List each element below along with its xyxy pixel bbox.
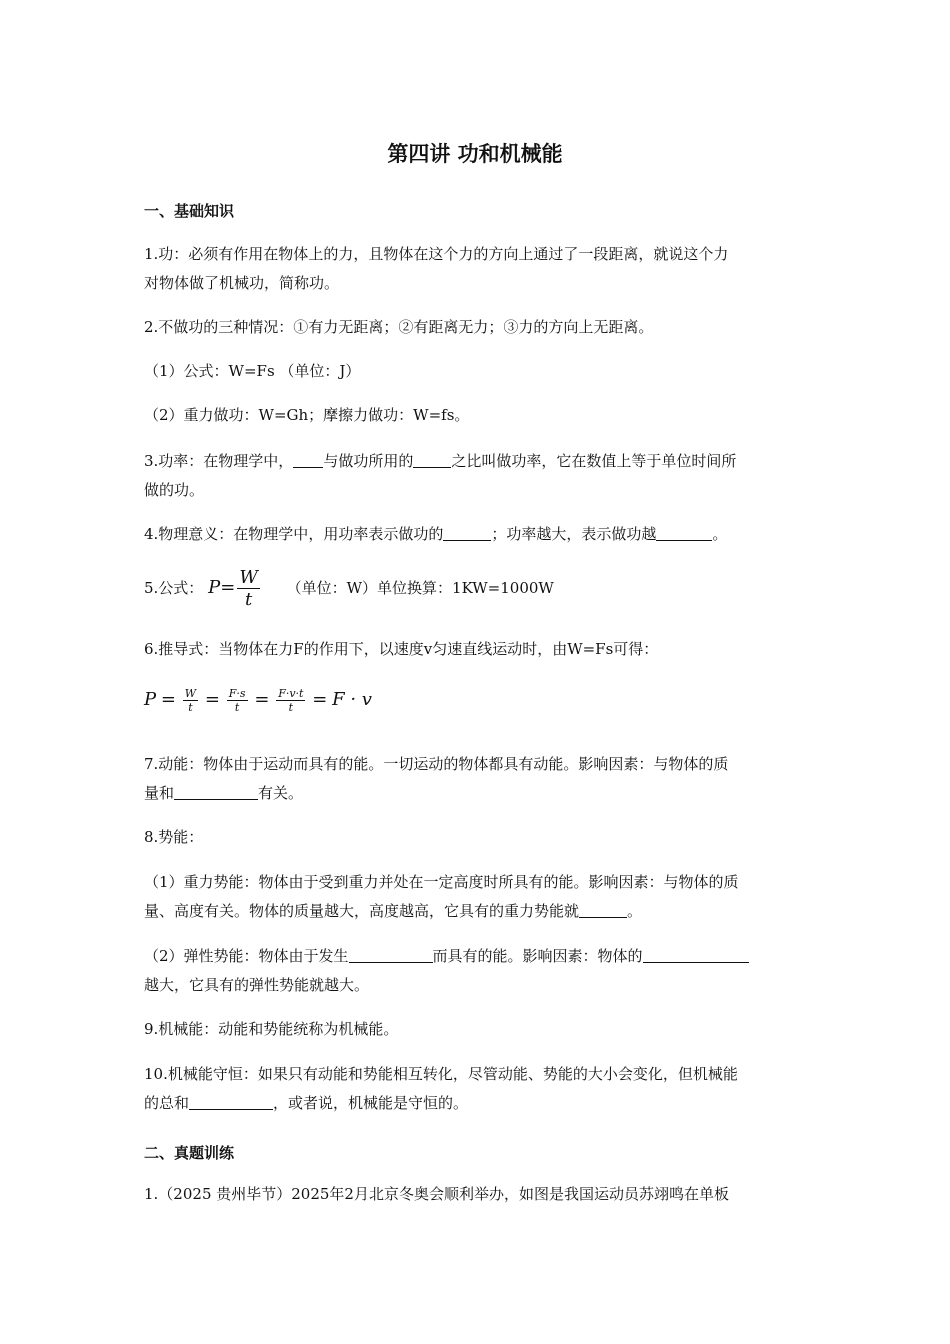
item-5: 5.公式： P= $\frac{W}{t}$ （单位：W）单位换算：1KW=1000W xyxy=(144,567,554,610)
item-7: 7.动能：物体由于运动而具有的能。一切运动的物体都具有动能。影响因素：与物体的质 量和 有关。 xyxy=(144,755,729,802)
page-title: 第四讲 功和机械能 xyxy=(387,142,563,166)
question-1: 1.（2025 贵州毕节）2025年2月北京冬奥会顺利举办，如图是我国运动员苏翊鸣在单板 xyxy=(144,1185,729,1203)
fill-blank[interactable] xyxy=(656,523,712,541)
fraction: $\frac{W}{t}$ xyxy=(184,686,197,714)
fill-blank[interactable] xyxy=(293,450,323,468)
item-1-line-1: 1.功：必须有作用在物体上的力，且物体在这个力的方向上通过了一段距离，就说这个力 xyxy=(144,245,729,263)
item-8: 8.势能： xyxy=(144,828,204,846)
item-8-gravitational: （1）重力势能：物体由于受到重力并处在一定高度时所具有的能。影响因素：与物体的质 量、高度有关。物体的质量越大，高度越高，它具有的重力势能就 。 xyxy=(144,873,739,920)
item-8-elastic: （2）弹性势能：物体由于发生 而具有的能。影响因素：物体的 越大，它具有的弹性势能就越大。 xyxy=(144,942,809,1000)
fill-blank[interactable] xyxy=(189,1092,273,1110)
fraction: $\frac{F\cdot v\cdot t}{t}$ xyxy=(278,686,304,714)
item-1 xyxy=(144,240,809,298)
fraction: $\frac{W}{t}$ xyxy=(239,567,258,610)
item-6: 6.推导式：当物体在力F的作用下，以速度v匀速直线运动时，由W=Fs可得： xyxy=(144,640,659,658)
item-4: 4.物理意义：在物理学中，用功率表示做功的 ；功率越大，表示做功越 。 xyxy=(144,525,728,543)
fill-blank[interactable] xyxy=(413,450,451,468)
fill-blank[interactable] xyxy=(579,900,627,918)
item-10: 10.机械能守恒：如果只有动能和势能相互转化，尽管动能、势能的大小会变化，但机械能 的总和 ，或者说，机械能是守恒的。 xyxy=(144,1065,738,1112)
item-3: 3.功率：在物理学中， 与做功所用的 之比叫做功率，它在数值上等于单位时间所 做的功。 xyxy=(144,452,737,499)
fraction: $\frac{F\cdot s}{t}$ xyxy=(228,686,246,714)
item-2-gravity-work: （2）重力做功：W=Gh；摩擦力做功：W=fs。 xyxy=(144,406,470,424)
item-1-line-2: 对物体做了机械功，简称功。 xyxy=(144,274,340,292)
fill-blank[interactable] xyxy=(174,782,258,800)
item-2: 2.不做功的三种情况：①有力无距离；②有距离无力；③力的方向上无距离。 xyxy=(144,318,654,336)
item-2-formula: （1）公式：W=Fs （单位：J） xyxy=(144,362,361,380)
fill-blank[interactable] xyxy=(643,945,749,963)
derived-formula: P = $\frac{W}{t}$ = $\frac{F\cdot s}{t}$ = $\frac{F\cdot v\cdot t}{t}$ = F · v xyxy=(144,686,372,714)
section-heading-basics: 一、基础知识 xyxy=(144,202,235,220)
section-heading-practice: 二、真题训练 xyxy=(144,1144,235,1162)
fill-blank[interactable] xyxy=(349,945,433,963)
formula-symbol: P xyxy=(208,577,221,599)
item-9: 9.机械能：动能和势能统称为机械能。 xyxy=(144,1020,399,1038)
fill-blank[interactable] xyxy=(443,523,491,541)
